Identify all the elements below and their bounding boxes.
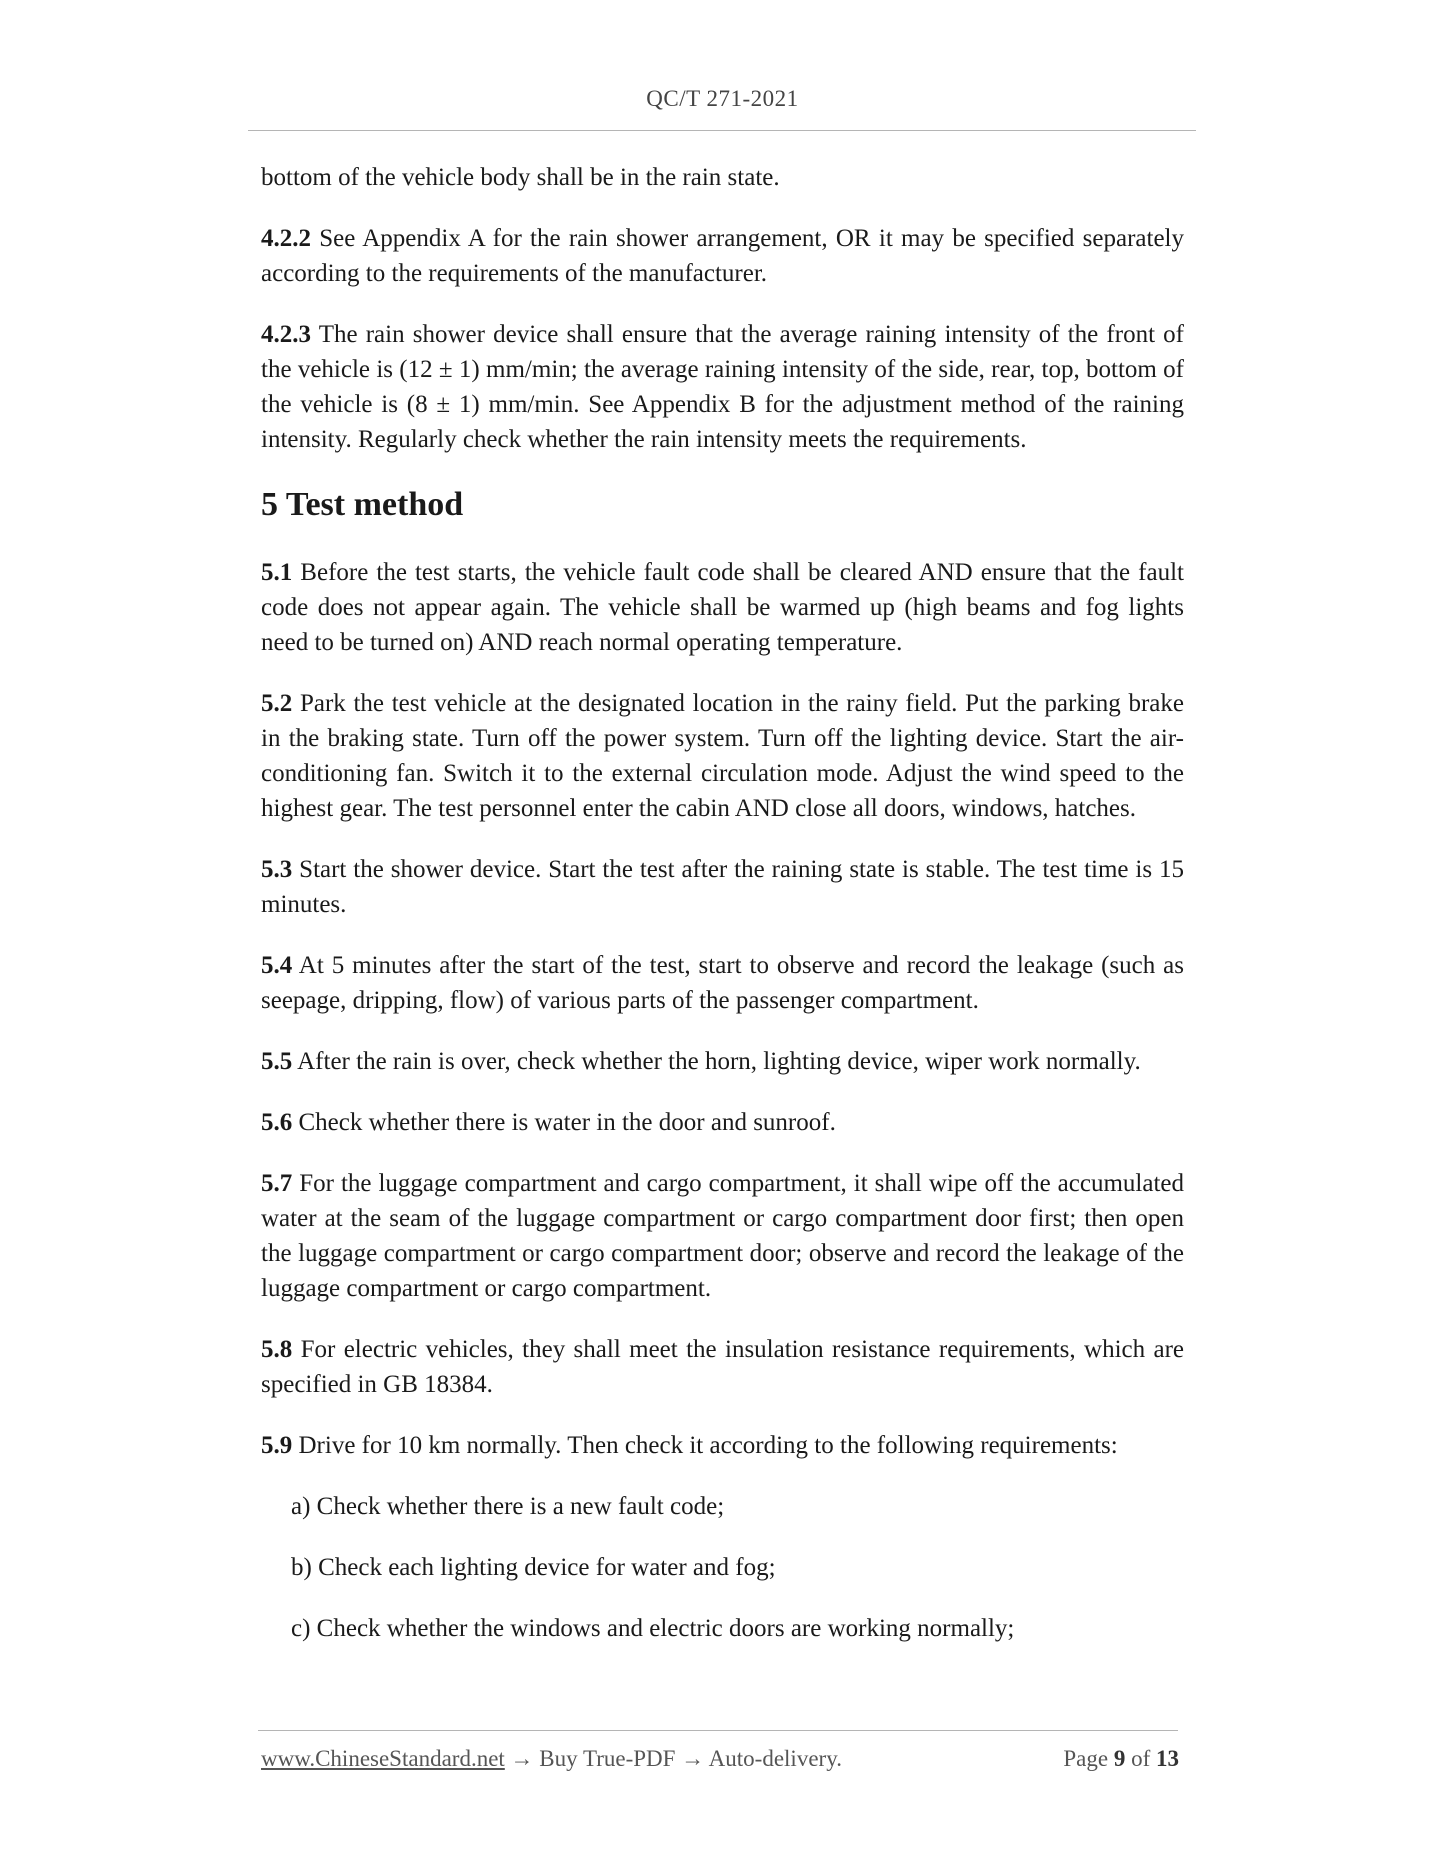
clause-text: Drive for 10 km normally. Then check it according to the following requirements: — [292, 1432, 1118, 1459]
clause-text: After the rain is over, check whether the horn, lighting device, wiper work normally. — [292, 1048, 1141, 1075]
page-current: 9 — [1113, 1746, 1126, 1771]
clause-text: At 5 minutes after the start of the test, start to observe and record the leakage (such as seepage, dripping, flow) of various parts of the passenger compartment. — [261, 952, 1184, 1014]
clause-text: Park the test vehicle at the designated location in the rainy field. Put the parking brake in the braking state. Turn off the power system. Turn off the lighting device. Start the air-conditioning fan. Switch it to the external circulation mode. Adjust the wind speed to the highest gear. The test personnel enter the cabin AND close all doors, windows, hatches. — [261, 690, 1184, 822]
clause-number: 5.1 — [261, 559, 293, 586]
clause-5-5 — [261, 1044, 1184, 1079]
clause-5-6 — [261, 1105, 1184, 1140]
clause-number: 5.9 — [261, 1432, 293, 1459]
page-label: Page — [1063, 1746, 1109, 1771]
footer-arrow-icon: → — [510, 1746, 534, 1771]
clause-5-2 — [261, 686, 1184, 826]
clause-5-7 — [261, 1166, 1184, 1306]
clause-5-3 — [261, 852, 1184, 922]
header-divider — [248, 130, 1196, 131]
clause-4-2-2 — [261, 221, 1184, 291]
clause-5-8 — [261, 1332, 1184, 1402]
clause-text: Before the test starts, the vehicle fault code shall be cleared AND ensure that the fault code does not appear again. The vehicle shall be warmed up (high beams and fog lights need to be turned on) AND reach normal operating temperature. — [261, 559, 1184, 656]
clause-5-9 — [261, 1428, 1184, 1463]
clause-number: 5.4 — [261, 952, 293, 979]
page-header-doc-code: QC/T 271-2021 — [646, 86, 799, 111]
clause-text: Check whether there is water in the door and sunroof. — [292, 1109, 836, 1136]
clause-number: 5.3 — [261, 856, 293, 883]
footer-arrow-icon: → — [681, 1746, 705, 1771]
clause-text: See Appendix A for the rain shower arrangement, OR it may be specified separately according to the requirements of the manufacturer. — [261, 225, 1184, 287]
clause-number: 5.5 — [261, 1048, 293, 1075]
footer-buy-text: Buy True-PDF — [539, 1746, 676, 1771]
clause-text: Start the shower device. Start the test after the raining state is stable. The test time is 15 minutes. — [261, 856, 1184, 918]
clause-text: For electric vehicles, they shall meet the insulation resistance requirements, which are specified in GB 18384. — [261, 1336, 1184, 1398]
clause-number: 5.2 — [261, 690, 293, 717]
clause-text: For the luggage compartment and cargo compartment, it shall wipe off the accumulated water at the seam of the luggage compartment or cargo compartment door first; then open the luggage compartment or cargo compartment door; observe and record the leakage of the luggage compartment or cargo compartment. — [261, 1170, 1184, 1302]
clause-number: 4.2.3 — [261, 321, 311, 348]
clause-number: 4.2.2 — [261, 225, 311, 252]
list-item-b: b) Check each lighting device for water and fog; — [291, 1554, 776, 1581]
page-total: 13 — [1156, 1746, 1179, 1771]
footer-site-link[interactable]: www.ChineseStandard.net — [261, 1746, 505, 1771]
clause-number: 5.8 — [261, 1336, 293, 1363]
clause-4-2-3 — [261, 317, 1184, 457]
paragraph-continuation — [261, 160, 1184, 195]
footer-divider — [258, 1730, 1178, 1731]
list-item-a: a) Check whether there is a new fault code; — [291, 1493, 725, 1520]
section-heading: 5 Test method — [261, 486, 464, 523]
clause-text: The rain shower device shall ensure that the average raining intensity of the front of the vehicle is (12 ± 1) mm/min; the average raining intensity of the side, rear, top, bottom of the vehicle is (8 ± 1) mm/min. See Appendix B for the adjustment method of the raining intensity. Regularly check whether the rain intensity meets the requirements. — [261, 321, 1184, 453]
footer-delivery-text: Auto-delivery. — [708, 1746, 842, 1771]
list-item-c: c) Check whether the windows and electric doors are working normally; — [291, 1615, 1015, 1642]
clause-number: 5.6 — [261, 1109, 293, 1136]
footer-page-number — [1063, 1746, 1179, 1772]
clause-number: 5.7 — [261, 1170, 293, 1197]
document-body — [261, 160, 1184, 1672]
paragraph-text: bottom of the vehicle body shall be in the rain state. — [261, 164, 780, 191]
footer-promo — [261, 1746, 842, 1772]
clause-5-1 — [261, 555, 1184, 660]
of-label: of — [1131, 1746, 1151, 1771]
clause-5-4 — [261, 948, 1184, 1018]
